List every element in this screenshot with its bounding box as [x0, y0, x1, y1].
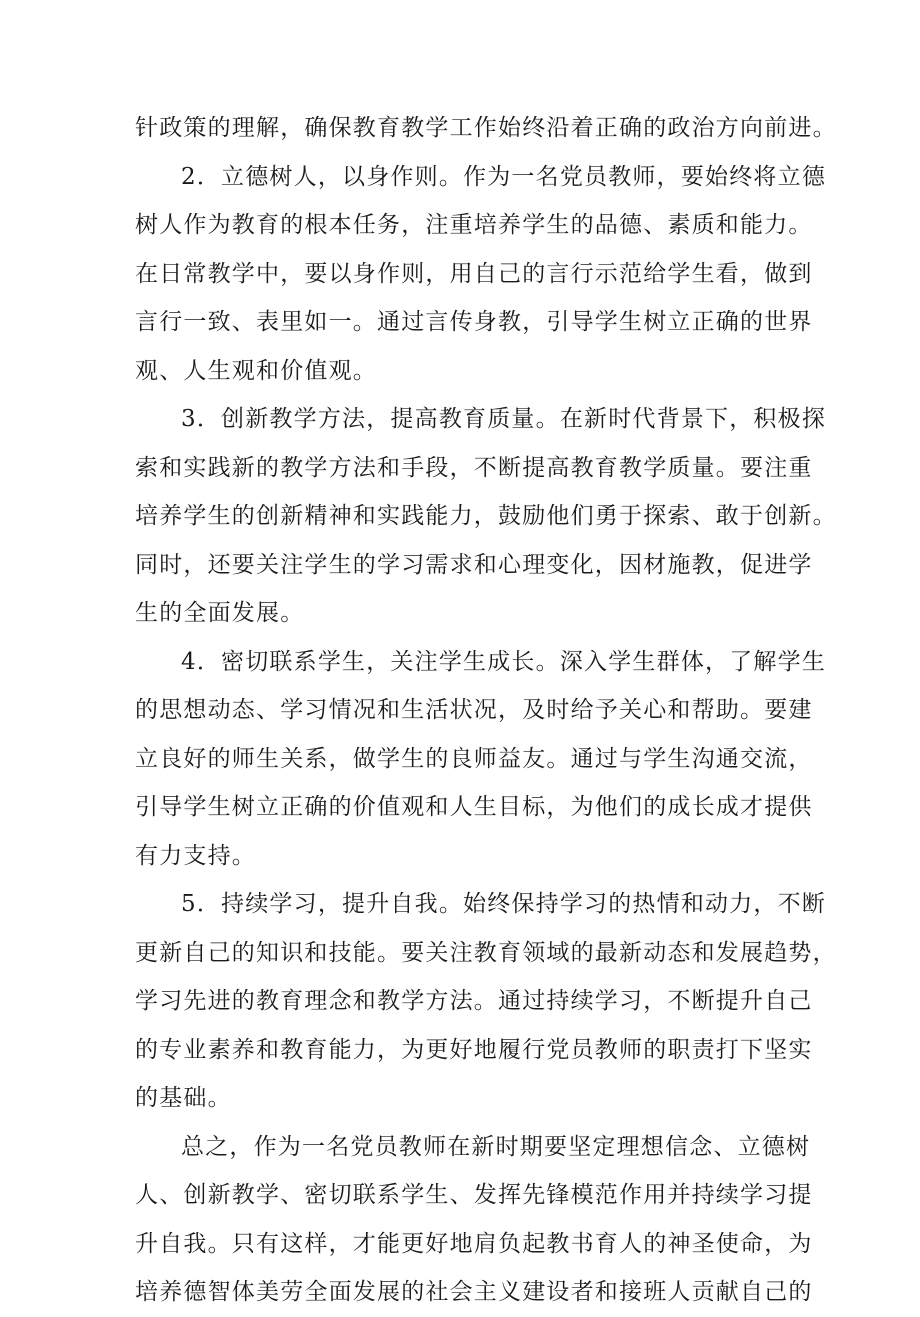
paragraph-first-line: 5．持续学习，提升自我。始终保持学习的热情和动力，不断 — [181, 891, 827, 917]
paragraph-first-line: 总之，作为一名党员教师在新时期要坚定理想信念、立德树 — [181, 1133, 811, 1160]
text-line: 在日常教学中，要以身作则，用自己的言行示范给学生看，做到 — [135, 260, 813, 287]
text-line: 观、人生观和价值观。 — [135, 357, 377, 384]
text-line: 学习先进的教育理念和教学方法。通过持续学习，不断提升自己 — [135, 988, 813, 1014]
text-line: 言行一致、表里如一。通过言传身教，引导学生树立正确的世界 — [135, 309, 813, 335]
text-line: 的基础。 — [135, 1085, 232, 1111]
text-line: 培养德智体美劳全面发展的社会主义建设者和接班人贡献自己的 — [135, 1279, 813, 1305]
document-body — [135, 104, 837, 1317]
text-line: 引导学生树立正确的价值观和人生目标，为他们的成长成才提供 — [135, 794, 813, 820]
paragraph-first-line: 2．立德树人，以身作则。作为一名党员教师，要始终将立德 — [181, 163, 827, 190]
text-line: 生的全面发展。 — [135, 600, 305, 626]
paragraph-first-line: 4．密切联系学生，关注学生成长。深入学生群体，了解学生 — [181, 648, 827, 675]
text-line: 针政策的理解，确保教育教学工作始终沿着正确的政治方向前进。 — [135, 115, 837, 141]
text-line: 有力支持。 — [135, 842, 256, 869]
text-line: 培养学生的创新精神和实践能力，鼓励他们勇于探索、敢于创新。 — [135, 503, 837, 529]
text-line: 立良好的师生关系，做学生的良师益友。通过与学生沟通交流， — [135, 745, 813, 772]
text-line: 索和实践新的教学方法和手段，不断提高教育教学质量。要注重 — [135, 454, 813, 481]
text-line: 树人作为教育的根本任务，注重培养学生的品德、素质和能力。 — [135, 212, 813, 238]
paragraph-first-line: 3．创新教学方法，提高教育质量。在新时代背景下，积极探 — [181, 406, 827, 432]
text-line: 同时，还要关注学生的学习需求和心理变化，因材施教，促进学 — [135, 551, 813, 578]
text-line: 的思想动态、学习情况和生活状况，及时给予关心和帮助。要建 — [135, 697, 813, 723]
text-line: 升自我。只有这样，才能更好地肩负起教书育人的神圣使命，为 — [135, 1230, 813, 1257]
text-line: 的专业素养和教育能力，为更好地履行党员教师的职责打下坚实 — [135, 1036, 813, 1063]
text-line: 更新自己的知识和技能。要关注教育领域的最新动态和发展趋势， — [135, 939, 837, 966]
text-line: 人、创新教学、密切联系学生、发挥先锋模范作用并持续学习提 — [135, 1182, 813, 1208]
